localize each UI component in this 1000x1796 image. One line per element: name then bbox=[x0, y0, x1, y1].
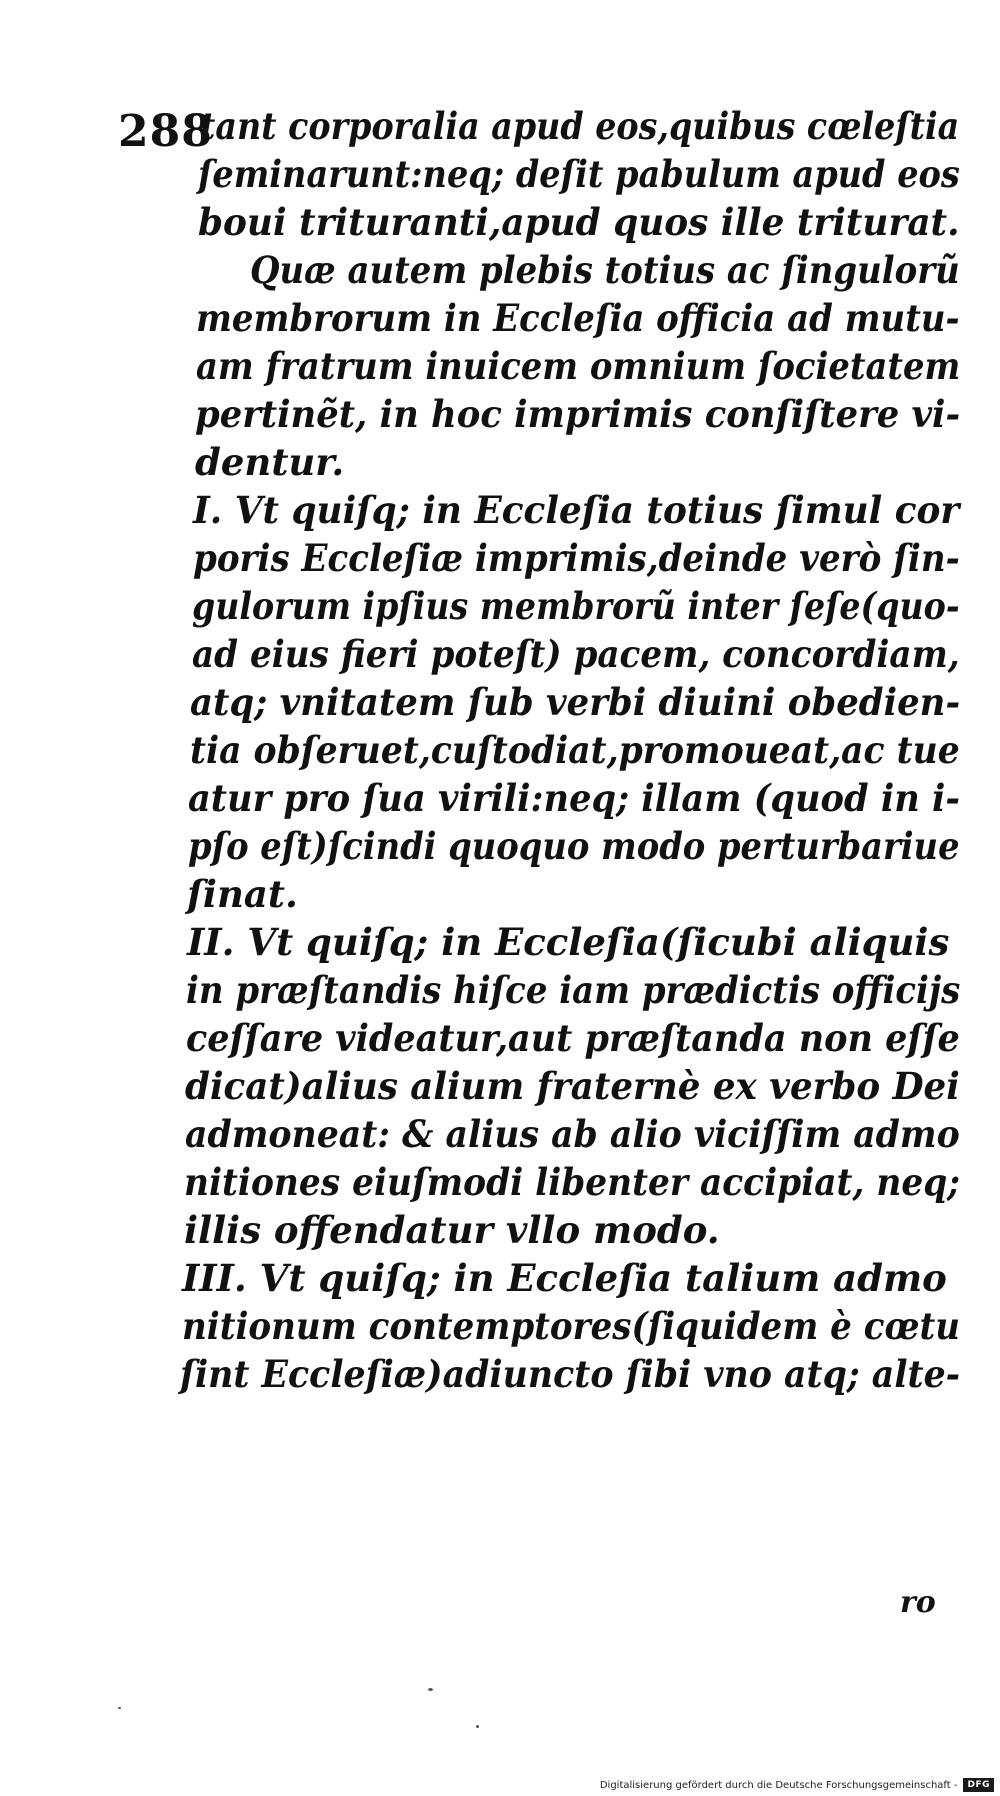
text-line: illis offendatur vllo modo. bbox=[184, 1208, 720, 1252]
text-line: I. Vt quiſq; in Eccleſia totius ſimul cor bbox=[193, 488, 960, 532]
scan-speck bbox=[118, 1707, 121, 1709]
dfg-logo: DFG bbox=[963, 1778, 994, 1792]
text-line: III. Vt quiſq; in Eccleſia talium admo bbox=[182, 1256, 947, 1300]
text-line: dentur. bbox=[195, 440, 345, 484]
text-line: atur pro ſua virili:neq; illam (quod in i- bbox=[188, 776, 961, 820]
text-line: pertinẽt, in hoc imprimis conſiſtere vi- bbox=[195, 392, 961, 436]
text-line: dicat)alius alium fraternè ex verbo Dei bbox=[185, 1064, 960, 1108]
text-line: boui trituranti,apud quos ille triturat. bbox=[198, 200, 960, 244]
text-line: nitionum contemptores(ſiquidem è cœtu bbox=[182, 1304, 961, 1348]
text-line: ſeminarunt:neq; deſit pabulum apud eos bbox=[198, 152, 960, 196]
text-line: atq; vnitatem ſub verbi diuini obedien- bbox=[190, 680, 961, 724]
digitization-footer bbox=[600, 1778, 994, 1792]
text-line: ad eius fieri poteſt) pacem, concordiam, bbox=[192, 632, 960, 676]
text-line: admoneat: & alius ab alio viciſſim admo bbox=[185, 1112, 960, 1156]
text-line: II. Vt quiſq; in Eccleſia(ſicubi aliquis bbox=[187, 920, 950, 964]
text-line: ceſſare videatur,aut præſtanda non eſſe bbox=[186, 1016, 960, 1060]
scan-speck bbox=[476, 1725, 479, 1728]
text-line: gulorum ipſius membrorũ inter ſeſe(quo- bbox=[192, 584, 960, 628]
text-line: pſo eſt)ſcindi quoquo modo perturbariue bbox=[188, 824, 960, 868]
text-line: poris Eccleſiæ imprimis,deinde verò ſin- bbox=[193, 536, 960, 580]
digitization-credit: Digitalisierung gefördert durch die Deutsche Forschungsgemeinschaft - bbox=[599, 1779, 958, 1791]
text-line: tant corporalia apud eos,quibus cœleſtia bbox=[200, 104, 960, 148]
text-line: nitiones eiuſmodi libenter accipiat, neq; bbox=[184, 1160, 960, 1204]
catchword: ro bbox=[900, 1585, 936, 1620]
text-line: tia obſeruet,cuſtodiat,promoueat,ac tue bbox=[190, 728, 960, 772]
text-line: ſint Eccleſiæ)adiuncto ſibi vno atq; alte- bbox=[180, 1352, 961, 1396]
text-line: Quæ autem plebis totius ac ſingulorũ bbox=[250, 248, 960, 292]
text-line: membrorum in Eccleſia officia ad mutu- bbox=[196, 296, 960, 340]
scan-speck bbox=[428, 1688, 433, 1691]
text-line: in præſtandis hiſce iam prædictis officijs bbox=[186, 968, 961, 1012]
text-line: am fratrum inuicem omnium ſocietatem bbox=[196, 344, 961, 388]
text-line: ſinat. bbox=[187, 872, 298, 916]
page-number: 288 bbox=[118, 106, 213, 157]
